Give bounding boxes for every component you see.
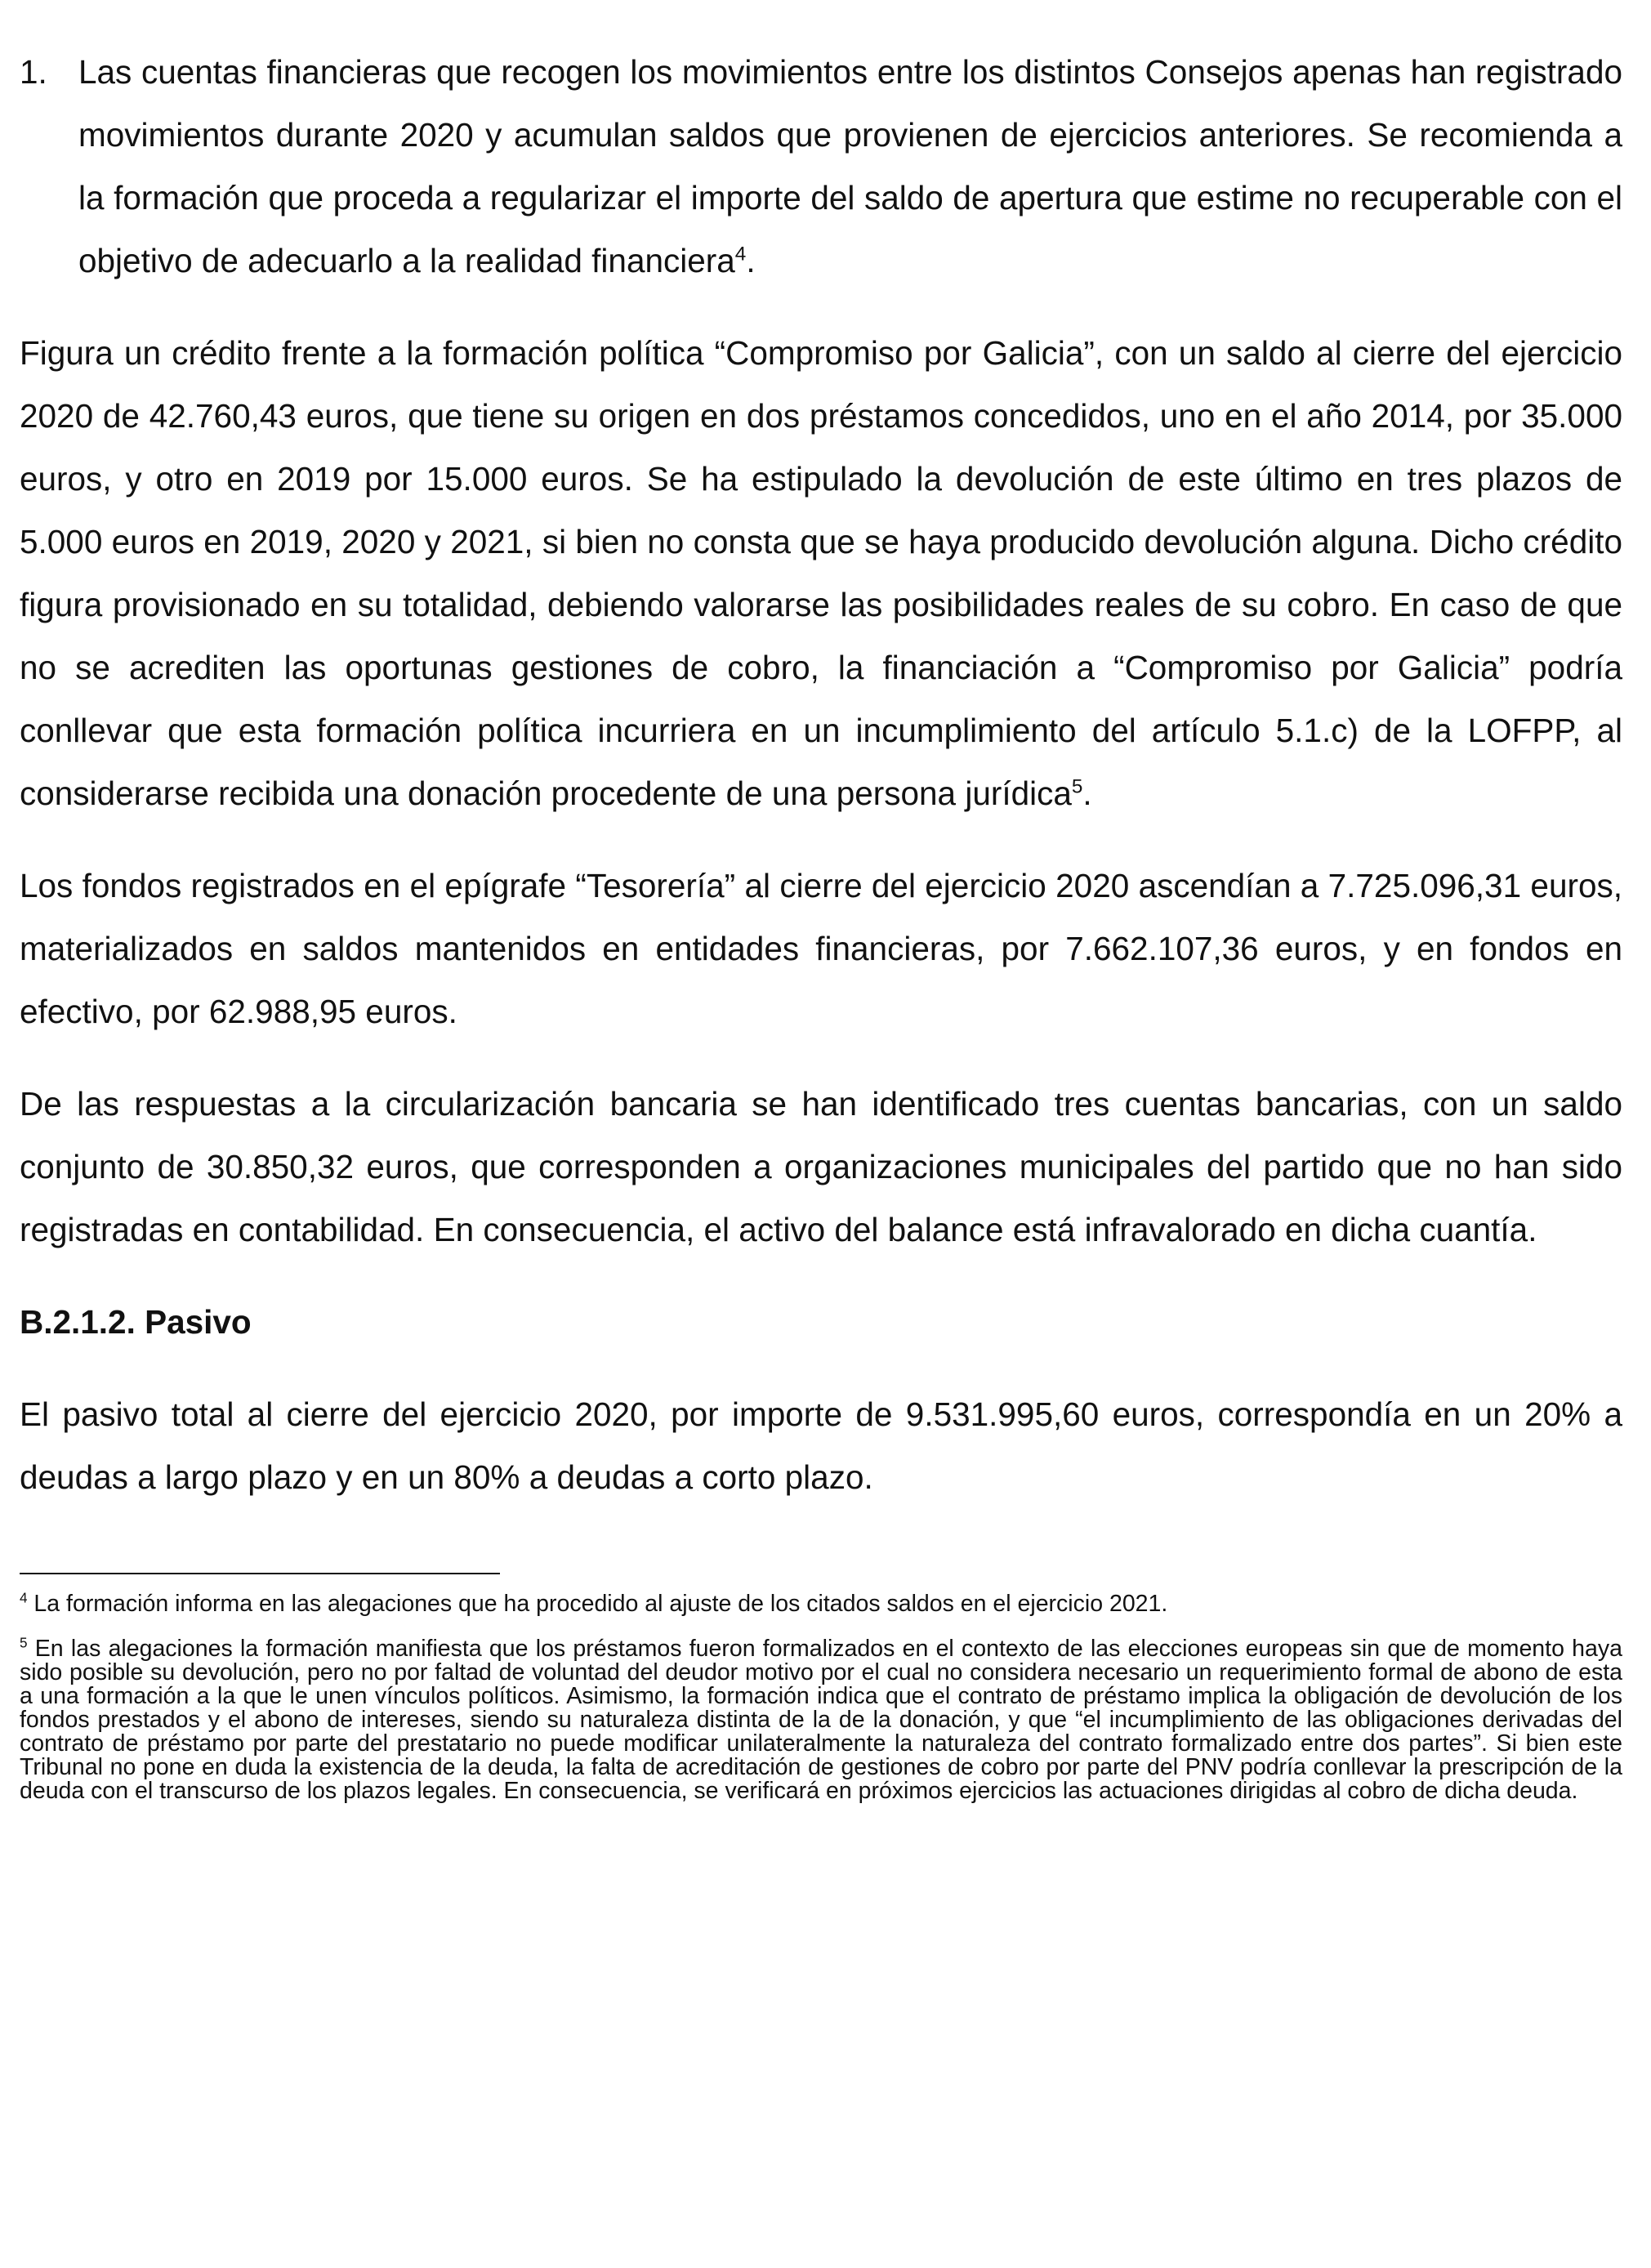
footnote-4-text: La formación informa en las alegaciones que ha procedido al ajuste de los citados saldos en el ejercicio 2021.	[27, 1591, 1168, 1617]
footnote-ref-4[interactable]: 4	[734, 243, 747, 266]
footnote-ref-5[interactable]: 5	[1071, 775, 1083, 798]
document-page	[20, 41, 1622, 1803]
list-item-tail: .	[746, 242, 756, 279]
paragraph-credit	[20, 322, 1622, 825]
list-item-text	[78, 41, 1622, 292]
footnote-5-number: 5	[20, 1635, 28, 1651]
paragraph-bank-accounts: De las respuestas a la circularización bancaria se han identificado tres cuentas bancarias, con un saldo conjunto de 30.850,32 euros, que corresponden a organizaciones municipales del partido que no han sido registradas en contabilidad. En consecuencia, el activo del balance está infravalorado en dicha cuantía.	[20, 1085, 1622, 1248]
footnote-divider	[20, 1573, 500, 1574]
numbered-list-item	[20, 41, 1622, 292]
footnote-5	[20, 1637, 1622, 1803]
footnote-4-number: 4	[20, 1590, 28, 1606]
footnote-5-text: En las alegaciones la formación manifiesta que los préstamos fueron formalizados en el contexto de las elecciones europeas sin que de momento haya sido posible su devolución, pero no por faltad de voluntad del deudor motivo por el cual no considera necesario un requerimiento formal de abono de esta a una formación a la que le unen vínculos políticos. Asimismo, la formación indica que el contrato de préstamo implica la obligación de devolución de los fondos prestados y el abono de intereses, siendo su naturaleza distinta de la de la donación, y que “el incumplimiento de las obligaciones derivadas del contrato de préstamo por parte del prestatario no puede modificar unilateralmente la naturaleza del contrato formalizado entre dos partes”. Si bien este Tribunal no pone en duda la existencia de la deuda, la falta de acreditación de gestiones de cobro por parte del PNV podría conllevar la prescripción de la deuda con el transcurso de los plazos legales. En consecuencia, se verificará en próximos ejercicios las actuaciones dirigidas al cobro de dicha deuda.	[20, 1636, 1622, 1804]
footnote-4	[20, 1592, 1622, 1616]
section-heading: B.2.1.2. Pasivo	[20, 1303, 252, 1341]
paragraph-treasury: Los fondos registrados en el epígrafe “Tesorería” al cierre del ejercicio 2020 ascendían a 7.725.096,31 euros, materializados en saldos mantenidos en entidades financieras, por 7.662.107,36 euros, y en fondos en efectivo, por 62.988,95 euros.	[20, 867, 1622, 1030]
paragraph-liabilities: El pasivo total al cierre del ejercicio 2020, por importe de 9.531.995,60 euros, correspondía en un 20% a deudas a largo plazo y en un 80% a deudas a corto plazo.	[20, 1395, 1622, 1496]
paragraph-credit-tail: .	[1082, 775, 1092, 812]
list-item-number: 1.	[20, 53, 47, 91]
list-item-body: Las cuentas financieras que recogen los movimientos entre los distintos Consejos apenas han registrado movimientos durante 2020 y acumulan saldos que provienen de ejercicios anteriores. Se recomienda a la formación que proceda a regularizar el importe del saldo de apertura que estime no recuperable con el objetivo de adecuarlo a la realidad financiera	[78, 53, 1622, 279]
paragraph-credit-body: Figura un crédito frente a la formación política “Compromiso por Galicia”, con un saldo al cierre del ejercicio 2020 de 42.760,43 euros, que tiene su origen en dos préstamos concedidos, uno en el año 2014, por 35.000 euros, y otro en 2019 por 15.000 euros. Se ha estipulado la devolución de este último en tres plazos de 5.000 euros en 2019, 2020 y 2021, si bien no consta que se haya producido devolución alguna. Dicho crédito figura provisionado en su totalidad, debiendo valorarse las posibilidades reales de su cobro. En caso de que no se acrediten las oportunas gestiones de cobro, la financiación a “Compromiso por Galicia” podría conllevar que esta formación política incurriera en un incumplimiento del artículo 5.1.c) de la LOFPP, al considerarse recibida una donación procedente de una persona jurídica	[20, 334, 1622, 812]
